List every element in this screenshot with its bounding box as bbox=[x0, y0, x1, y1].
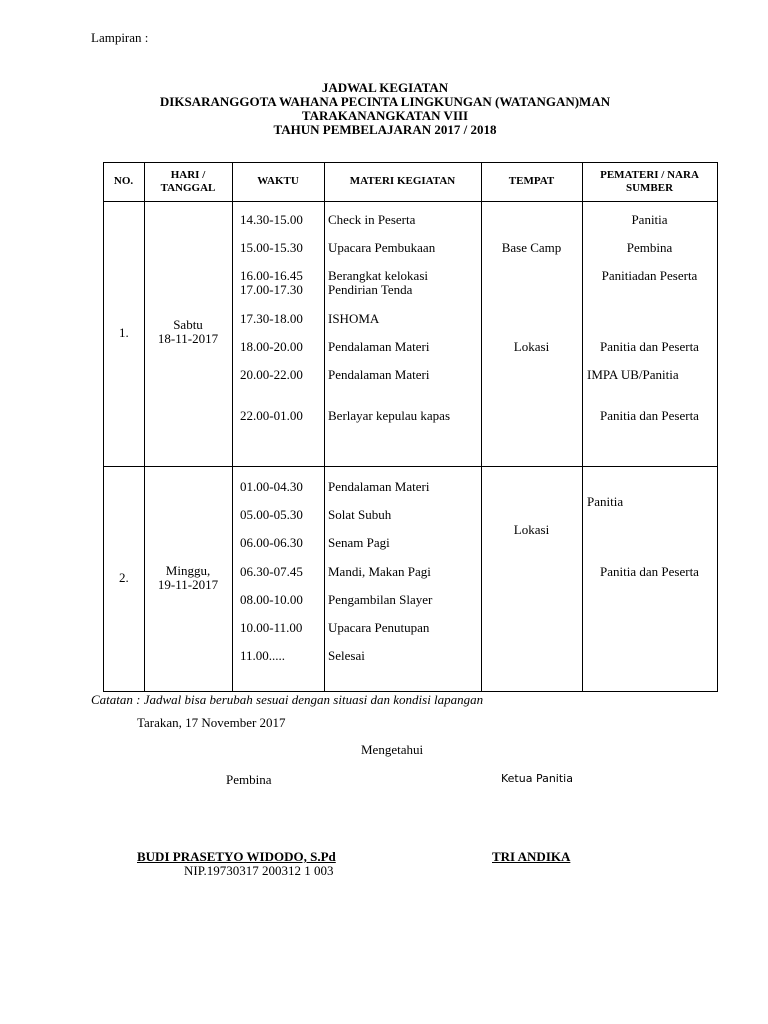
col-header-waktu: WAKTU bbox=[257, 175, 299, 187]
time-cell: 14.30-15.00 bbox=[240, 212, 303, 227]
day-date-cell: Minggu, 19-11-2017 bbox=[157, 563, 219, 592]
schedule-table bbox=[103, 162, 718, 692]
time-cell: 06.00-06.30 bbox=[240, 535, 303, 550]
row-number: 1. bbox=[119, 325, 129, 340]
activity-cell: Solat Subuh bbox=[328, 507, 392, 522]
activity-cell: Upacara Penutupan bbox=[328, 620, 430, 635]
time-cell: 22.00-01.00 bbox=[240, 408, 303, 423]
activity-cell: Pengambilan Slayer bbox=[328, 592, 433, 607]
pembina-nip: NIP.19730317 200312 1 003 bbox=[184, 863, 334, 878]
note-text: Catatan : Jadwal bisa berubah sesuai dengan situasi dan kondisi lapangan bbox=[91, 692, 484, 707]
col-header-hari: HARI / TANGGAL bbox=[160, 169, 216, 194]
title-line-4: TAHUN PEMBELAJARAN 2017 / 2018 bbox=[273, 122, 497, 137]
activity-cell: Upacara Pembukaan bbox=[328, 240, 436, 255]
title-line-1: JADWAL KEGIATAN bbox=[321, 80, 449, 95]
pembina-name: BUDI PRASETYO WIDODO, S.Pd bbox=[137, 849, 336, 864]
lampiran-label: Lampiran : bbox=[91, 30, 149, 45]
time-cell: 06.30-07.45 bbox=[240, 564, 303, 579]
activity-cell: Pendalaman Materi bbox=[328, 367, 430, 382]
pembina-label: Pembina bbox=[226, 772, 272, 787]
col-header-tempat: TEMPAT bbox=[508, 175, 555, 187]
speaker-cell: Panitia dan Peserta bbox=[600, 339, 699, 354]
time-cell: 01.00-04.30 bbox=[240, 479, 303, 494]
col-header-no: NO. bbox=[113, 175, 134, 187]
time-cell: 15.00-15.30 bbox=[240, 240, 303, 255]
row-number: 2. bbox=[119, 570, 129, 585]
col-header-pemateri: PEMATERI / NARA SUMBER bbox=[600, 169, 699, 194]
table-border bbox=[103, 466, 718, 467]
place-cell: Lokasi bbox=[513, 339, 550, 354]
table-border bbox=[324, 162, 325, 692]
activity-cell: Pendirian Tenda bbox=[328, 282, 413, 297]
ketua-label: Ketua Panitia bbox=[501, 772, 573, 785]
time-cell: 08.00-10.00 bbox=[240, 592, 303, 607]
table-border bbox=[717, 162, 718, 692]
time-cell: 11.00..... bbox=[240, 648, 286, 663]
speaker-cell: Panitia bbox=[631, 212, 668, 227]
document-title bbox=[0, 81, 768, 137]
activity-cell: Berangkat kelokasi bbox=[328, 268, 428, 283]
table-border bbox=[103, 162, 718, 163]
speaker-cell: Panitia dan Peserta bbox=[600, 564, 699, 579]
place-cell: Lokasi bbox=[513, 522, 550, 537]
speaker-cell: Pembina bbox=[626, 240, 673, 255]
activity-cell: Pendalaman Materi bbox=[328, 339, 430, 354]
time-cell: 05.00-05.30 bbox=[240, 507, 303, 522]
activity-cell: ISHOMA bbox=[328, 311, 380, 326]
time-cell: 18.00-20.00 bbox=[240, 339, 303, 354]
activity-cell: Pendalaman Materi bbox=[328, 479, 430, 494]
title-line-3: TARAKANANGKATAN VIII bbox=[301, 108, 469, 123]
activity-cell: Berlayar kepulau kapas bbox=[328, 408, 451, 423]
table-border bbox=[232, 162, 233, 692]
speaker-cell: IMPA UB/Panitia bbox=[587, 367, 679, 382]
speaker-cell: Panitiadan Peserta bbox=[601, 268, 698, 283]
place-date: Tarakan, 17 November 2017 bbox=[137, 715, 286, 730]
speaker-cell: Panitia bbox=[587, 494, 624, 509]
activity-cell: Check in Peserta bbox=[328, 212, 416, 227]
activity-cell: Senam Pagi bbox=[328, 535, 390, 550]
time-cell: 17.30-18.00 bbox=[240, 311, 303, 326]
title-line-2: DIKSARANGGOTA WAHANA PECINTA LINGKUNGAN (WATANGAN)MAN bbox=[159, 94, 611, 109]
activity-cell: Selesai bbox=[328, 648, 365, 663]
time-cell: 20.00-22.00 bbox=[240, 367, 303, 382]
time-cell: 10.00-11.00 bbox=[240, 620, 303, 635]
place-cell: Base Camp bbox=[501, 240, 562, 255]
table-border bbox=[103, 162, 104, 692]
speaker-cell: Panitia dan Peserta bbox=[600, 408, 699, 423]
time-cell: 16.00-16.45 bbox=[240, 268, 303, 283]
col-header-materi: MATERI KEGIATAN bbox=[349, 175, 456, 187]
table-border bbox=[103, 201, 718, 202]
ketua-name: TRI ANDIKA bbox=[492, 849, 571, 864]
activity-cell: Mandi, Makan Pagi bbox=[328, 564, 431, 579]
acknowledged-label: Mengetahui bbox=[361, 742, 424, 757]
time-cell: 17.00-17.30 bbox=[240, 282, 303, 297]
table-border bbox=[144, 162, 145, 692]
day-date-cell: Sabtu 18-11-2017 bbox=[157, 317, 219, 346]
